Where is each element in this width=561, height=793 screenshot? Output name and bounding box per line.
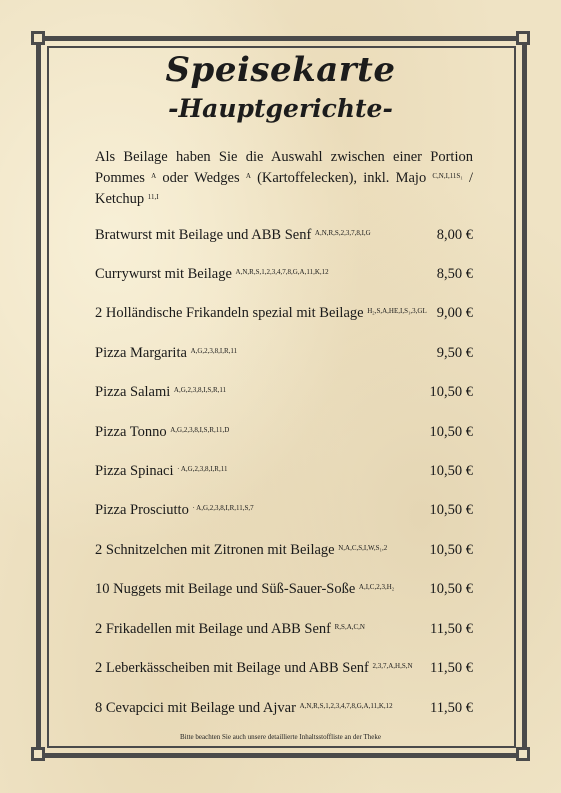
- menu-item-name: [95, 657, 413, 679]
- menu-item-allergens: A,N,R,S,1,2,3,4,7,8,G,A,11,K,12: [235, 268, 329, 276]
- intro-text-2: oder Wedges: [162, 170, 240, 186]
- menu-item-label: Pizza Spinaci: [95, 463, 174, 479]
- menu-subtitle: -Hauptgerichte-: [168, 94, 393, 123]
- menu-item: [95, 302, 473, 324]
- intro-allergen-1: A: [151, 172, 157, 180]
- frame-corner-bottom-left: [31, 747, 45, 761]
- menu-item-price: 11,50 €: [430, 660, 473, 676]
- menu-item-label: 2 Schnitzelchen mit Zitronen mit Beilage: [95, 542, 335, 558]
- menu-item-allergens: A,G,2,3,8,I,S,R,11,D: [170, 426, 230, 434]
- intro-text-3: (Kartoffelecken), inkl. Majo: [257, 170, 427, 186]
- menu-item-name: [95, 460, 227, 482]
- menu-item-allergens: A,G,2,3,8,I,R,11: [190, 347, 238, 355]
- intro-text-1: Als Beilage haben Sie die Auswahl zwischen einer Portion Pommes: [95, 149, 473, 186]
- menu-item-name: [95, 224, 371, 246]
- menu-item: [95, 263, 473, 285]
- menu-item-label: Bratwurst mit Beilage und ABB Senf: [95, 227, 312, 243]
- menu-item: [95, 224, 473, 246]
- menu-item-price: 10,50 €: [429, 424, 473, 440]
- menu-item-price: 9,00 €: [436, 305, 473, 321]
- menu-item-label: 2 Holländische Frikandeln spezial mit Beilage: [95, 305, 364, 321]
- menu-item-allergens: A,I,C,2,3,H₂: [358, 583, 395, 591]
- menu-item-allergens: · A,G,2,3,8,I,R,11: [177, 465, 228, 473]
- menu-item-allergens: N,A,C,S,I,W,S₁,2: [338, 544, 388, 552]
- frame-corner-top-right: [516, 31, 530, 45]
- intro-allergen-4: 11,I: [147, 193, 159, 201]
- intro-allergen-2: A: [245, 172, 251, 180]
- menu-item-price: 11,50 €: [430, 700, 473, 716]
- menu-item: [95, 618, 473, 640]
- menu-item: [95, 460, 473, 482]
- menu-item-price: 10,50 €: [429, 502, 473, 518]
- menu-item-name: [95, 539, 387, 561]
- side-dish-intro: [95, 147, 473, 210]
- menu-item: [95, 381, 473, 403]
- menu-item-price: 10,50 €: [429, 581, 473, 597]
- menu-item-label: 10 Nuggets mit Beilage und Süß-Sauer-Soße: [95, 581, 356, 597]
- menu-item-label: Pizza Margarita: [95, 345, 187, 361]
- frame-corner-bottom-right: [516, 747, 530, 761]
- menu-item-allergens: H₂,S,A,HE,I,S₁,3,GL: [367, 307, 427, 315]
- menu-item-label: 8 Cevapcici mit Beilage und Ajvar: [95, 700, 296, 716]
- menu-item-price: 10,50 €: [429, 463, 473, 479]
- menu-item-allergens: A,G,2,3,8,I,S,R,11: [173, 386, 227, 394]
- menu-item-name: [95, 302, 427, 324]
- intro-text-4: / Ketchup: [95, 170, 473, 207]
- menu-item-price: 10,50 €: [429, 542, 473, 558]
- allergen-footnote: Bitte beachten Sie auch unsere detaillierte Inhaltsstoffliste an der Theke: [180, 733, 381, 741]
- intro-allergen-3: C,N,I,11S₁: [432, 172, 463, 180]
- menu-item-price: 8,00 €: [436, 227, 473, 243]
- frame-corner-top-left: [31, 31, 45, 45]
- menu-item-name: [95, 263, 329, 285]
- menu-item-allergens: A,N,R,S,2,3,7,8,I,G: [314, 229, 371, 237]
- menu-item-allergens: · A,G,2,3,8,I,R,11,S,7: [192, 504, 254, 512]
- menu-item-price: 9,50 €: [436, 345, 473, 361]
- menu-item-label: 2 Frikadellen mit Beilage und ABB Senf: [95, 621, 332, 637]
- menu-item-price: 10,50 €: [429, 384, 473, 400]
- menu-item: [95, 578, 473, 600]
- menu-item-name: [95, 381, 226, 403]
- menu-title: Speisekarte: [165, 50, 396, 90]
- menu-item-name: [95, 342, 237, 364]
- menu-item-price: 11,50 €: [430, 621, 473, 637]
- menu-item: [95, 539, 473, 561]
- menu-item-label: Pizza Salami: [95, 384, 171, 400]
- menu-item-label: Pizza Prosciutto: [95, 502, 189, 518]
- menu-item-name: [95, 697, 393, 719]
- menu-item: [95, 342, 473, 364]
- menu-item-name: [95, 499, 254, 521]
- menu-item: [95, 697, 473, 719]
- menu-item-label: Currywurst mit Beilage: [95, 266, 232, 282]
- menu-item-name: [95, 618, 365, 640]
- menu-item: [95, 421, 473, 443]
- menu-item-allergens: A,N,R,S,1,2,3,4,7,8,G,A,11,K,12: [299, 702, 393, 710]
- menu-item-price: 8,50 €: [436, 266, 473, 282]
- menu-item-allergens: R,S,A,C,N: [334, 623, 365, 631]
- menu-item-allergens: 2,3,7,A,H,S,N: [372, 662, 413, 670]
- menu-item-name: [95, 421, 229, 443]
- menu-item: [95, 499, 473, 521]
- menu-item-name: [95, 578, 394, 600]
- menu-item-label: 2 Leberkässcheiben mit Beilage und ABB Senf: [95, 660, 369, 676]
- menu-item: [95, 657, 473, 679]
- menu-item-label: Pizza Tonno: [95, 424, 167, 440]
